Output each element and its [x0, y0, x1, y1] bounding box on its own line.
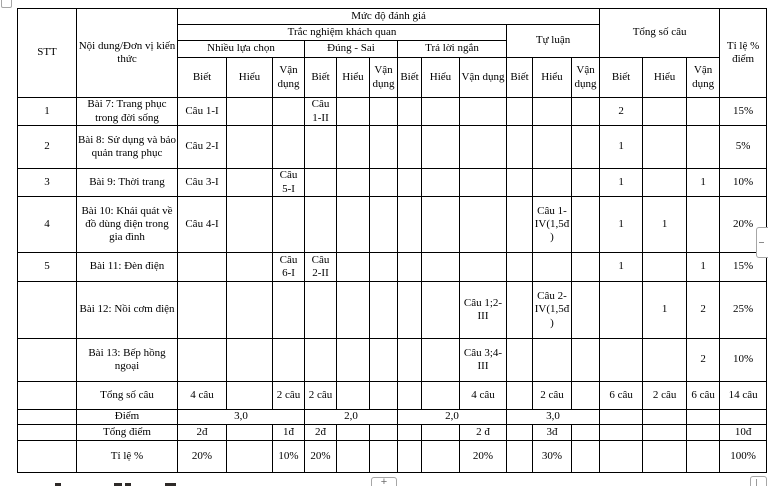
table-cell [643, 98, 687, 126]
table-cell [720, 410, 767, 425]
table-cell [18, 425, 77, 441]
table-cell [507, 441, 533, 473]
table-cell [507, 425, 533, 441]
table-cell [370, 98, 398, 126]
table-cell [398, 126, 422, 169]
table-cell [273, 282, 305, 339]
table-cell [227, 339, 273, 382]
table-cell [533, 339, 572, 382]
table-cell [305, 339, 337, 382]
content-header: Nội dung/Đơn vị kiến thức [77, 9, 178, 98]
table-cell [600, 339, 643, 382]
table-cell [337, 169, 370, 197]
table-cell: 2 [687, 282, 720, 339]
table-cell: 10% [720, 169, 767, 197]
plus-icon: + [380, 476, 388, 486]
table-row [18, 410, 767, 425]
table-cell: 20% [460, 441, 507, 473]
table-cell: Bài 7: Trang phục trong đời sống [77, 98, 178, 126]
table-row [18, 169, 767, 197]
level-header: Biết [178, 58, 227, 98]
table-cell: 1 [643, 197, 687, 253]
level-header: Biết [600, 58, 643, 98]
table-cell: Tổng số câu [77, 382, 178, 410]
table-cell [600, 410, 643, 425]
table-cell [398, 282, 422, 339]
table-cell [533, 98, 572, 126]
stt-header: STT [18, 9, 77, 98]
table-cell [422, 382, 460, 410]
table-cell: Bài 12: Nồi cơm điện [77, 282, 178, 339]
essay-header: Tự luận [507, 25, 600, 58]
table-cell: 3,0 [178, 410, 305, 425]
table-cell: 1 [643, 282, 687, 339]
table-cell [178, 282, 227, 339]
level-header: Biết [305, 58, 337, 98]
table-cell [507, 98, 533, 126]
table-cell [227, 441, 273, 473]
assessment-matrix-table [17, 8, 767, 473]
table-cell [337, 282, 370, 339]
level-header: Hiểu [337, 58, 370, 98]
table-cell: Câu 3-I [178, 169, 227, 197]
level-header: Hiểu [227, 58, 273, 98]
table-cell [227, 197, 273, 253]
table-cell [337, 98, 370, 126]
table-cell: 1đ [273, 425, 305, 441]
cropped-button-right[interactable] [756, 227, 768, 258]
table-cell: 20% [178, 441, 227, 473]
table-cell [305, 282, 337, 339]
table-cell: 30% [533, 441, 572, 473]
percent-score-header: Tỉ lệ % điểm [720, 9, 767, 98]
table-cell [18, 441, 77, 473]
objective-test-header: Trắc nghiệm khách quan [178, 25, 507, 41]
table-cell: 20% [720, 197, 767, 253]
table-cell [178, 339, 227, 382]
table-cell: Bài 9: Thời trang [77, 169, 178, 197]
table-cell [227, 253, 273, 282]
table-cell: 1 [600, 126, 643, 169]
table-cell: 25% [720, 282, 767, 339]
table-cell [337, 339, 370, 382]
table-cell [460, 98, 507, 126]
table-cell [507, 253, 533, 282]
table-cell: Tỉ lệ % [77, 441, 178, 473]
table-cell [572, 441, 600, 473]
table-cell [460, 197, 507, 253]
table-cell: 3,0 [507, 410, 600, 425]
table-cell [337, 441, 370, 473]
level-header: Biết [507, 58, 533, 98]
table-cell: 2,0 [305, 410, 398, 425]
table-cell [507, 382, 533, 410]
table-cell: 15% [720, 253, 767, 282]
table-cell [422, 253, 460, 282]
table-cell: 1 [687, 169, 720, 197]
table-cell: Bài 10: Khái quát về đồ dùng điện trong gia đình [77, 197, 178, 253]
table-cell [398, 169, 422, 197]
table-cell: 2 đ [460, 425, 507, 441]
table-cell [227, 382, 273, 410]
table-cell: Câu 1-I [178, 98, 227, 126]
table-cell: Điểm [77, 410, 178, 425]
table-cell [643, 169, 687, 197]
table-cell [422, 197, 460, 253]
table-cell: 3đ [533, 425, 572, 441]
table-cell: 2 [687, 339, 720, 382]
table-cell [507, 169, 533, 197]
table-cell [687, 126, 720, 169]
table-cell: Tổng điểm [77, 425, 178, 441]
table-cell: 2 câu [533, 382, 572, 410]
table-cell [370, 282, 398, 339]
level-header: Vận dụng [370, 58, 398, 98]
assessment-level-header: Mức độ đánh giá [178, 9, 600, 25]
table-cell [370, 382, 398, 410]
table-cell [398, 197, 422, 253]
table-cell: Câu 4-I [178, 197, 227, 253]
table-cell [227, 169, 273, 197]
table-cell [507, 197, 533, 253]
table-row [18, 98, 767, 126]
table-cell [305, 126, 337, 169]
table-cell: Câu 3;4-III [460, 339, 507, 382]
table-row [18, 197, 767, 253]
table-cell: 2,0 [398, 410, 507, 425]
table-cell: 10đ [720, 425, 767, 441]
table-cell: Bài 8: Sử dụng và bảo quản trang phục [77, 126, 178, 169]
table-cell [18, 339, 77, 382]
table-cell [643, 339, 687, 382]
table-cell: 20% [305, 441, 337, 473]
table-cell: 2đ [178, 425, 227, 441]
table-cell [305, 197, 337, 253]
level-header: Hiểu [643, 58, 687, 98]
table-row [18, 253, 767, 282]
table-cell: 2 câu [273, 382, 305, 410]
table-cell [460, 169, 507, 197]
table-cell [227, 126, 273, 169]
table-cell [370, 197, 398, 253]
table-cell: 6 câu [687, 382, 720, 410]
table-cell [572, 382, 600, 410]
table-cell [643, 410, 687, 425]
table-cell [337, 425, 370, 441]
table-cell: 5% [720, 126, 767, 169]
table-cell: Câu 5-I [273, 169, 305, 197]
table-cell [643, 425, 687, 441]
table-cell [370, 169, 398, 197]
table-cell [572, 253, 600, 282]
table-cell: 100% [720, 441, 767, 473]
table-cell [422, 425, 460, 441]
table-cell [398, 425, 422, 441]
table-cell: 10% [273, 441, 305, 473]
table-cell [533, 169, 572, 197]
table-cell [337, 126, 370, 169]
table-cell [572, 98, 600, 126]
table-cell [422, 441, 460, 473]
table-cell [460, 126, 507, 169]
table-cell [643, 441, 687, 473]
table-cell [422, 339, 460, 382]
table-cell: 1 [600, 253, 643, 282]
table-cell [572, 425, 600, 441]
table-cell [572, 126, 600, 169]
table-cell [398, 339, 422, 382]
table-cell: 1 [600, 169, 643, 197]
total-questions-header: Tổng số câu [600, 9, 720, 58]
table-cell [398, 253, 422, 282]
table-cell [687, 98, 720, 126]
table-cell [422, 98, 460, 126]
table-cell: Câu 6-I [273, 253, 305, 282]
table-cell [227, 282, 273, 339]
table-cell: 1 [600, 197, 643, 253]
table-cell [572, 169, 600, 197]
level-header: Biết [398, 58, 422, 98]
table-cell: 3 [18, 169, 77, 197]
table-cell: 2 câu [305, 382, 337, 410]
table-cell: 2đ [305, 425, 337, 441]
table-cell [370, 126, 398, 169]
table-cell: 4 câu [460, 382, 507, 410]
table-cell [227, 98, 273, 126]
level-header: Hiểu [422, 58, 460, 98]
level-header: Hiểu [533, 58, 572, 98]
table-cell [600, 282, 643, 339]
table-cell [273, 98, 305, 126]
header-row-1 [18, 9, 767, 25]
table-cell [643, 126, 687, 169]
table-cell [687, 410, 720, 425]
table-cell: Bài 13: Bếp hồng ngoại [77, 339, 178, 382]
level-header: Vận dụng [460, 58, 507, 98]
table-row [18, 441, 767, 473]
table-cell [687, 425, 720, 441]
table-row [18, 382, 767, 410]
table-cell [337, 382, 370, 410]
table-cell [422, 169, 460, 197]
table-cell [643, 253, 687, 282]
table-cell: Câu 1;2-III [460, 282, 507, 339]
table-cell [398, 382, 422, 410]
level-header: Vận dụng [572, 58, 600, 98]
table-cell [422, 282, 460, 339]
table-cell [600, 425, 643, 441]
level-header: Vận dụng [687, 58, 720, 98]
table-cell [273, 197, 305, 253]
table-cell: Câu 1-II [305, 98, 337, 126]
table-cell [572, 339, 600, 382]
table-cell [227, 425, 273, 441]
table-cell [370, 339, 398, 382]
table-row [18, 339, 767, 382]
table-row [18, 425, 767, 441]
table-cell [337, 197, 370, 253]
level-header: Vận dụng [273, 58, 305, 98]
short-answer-header: Trả lời ngắn [398, 41, 507, 58]
table-cell: 4 câu [178, 382, 227, 410]
cropped-button-bottom[interactable] [371, 477, 397, 486]
table-cell [572, 282, 600, 339]
table-cell [18, 282, 77, 339]
table-cell: Câu 2-II [305, 253, 337, 282]
table-row [18, 126, 767, 169]
table-row [18, 282, 767, 339]
table-cell [305, 169, 337, 197]
table-cell [460, 253, 507, 282]
table-cell: Bài 11: Đèn điện [77, 253, 178, 282]
table-cell [687, 197, 720, 253]
table-cell: 2 câu [643, 382, 687, 410]
table-cell: 5 [18, 253, 77, 282]
table-cell [18, 410, 77, 425]
table-cell [507, 339, 533, 382]
table-cell [337, 253, 370, 282]
table-cell: 15% [720, 98, 767, 126]
table-cell [398, 98, 422, 126]
table-cell: 4 [18, 197, 77, 253]
table-cell [507, 126, 533, 169]
table-cell [370, 253, 398, 282]
table-cell [178, 253, 227, 282]
table-cell [533, 253, 572, 282]
table-cell: 6 câu [600, 382, 643, 410]
table-cell: Câu 2-I [178, 126, 227, 169]
table-cell [422, 126, 460, 169]
table-cell [398, 441, 422, 473]
table-cell: 1 [687, 253, 720, 282]
table-cell: 14 câu [720, 382, 767, 410]
table-cell: 2 [18, 126, 77, 169]
cropped-button-bottom-right[interactable] [750, 476, 767, 486]
table-cell [273, 126, 305, 169]
table-cell: Câu 2-IV(1,5đ) [533, 282, 572, 339]
table-cell: 2 [600, 98, 643, 126]
table-cell [370, 425, 398, 441]
table-cell: 10% [720, 339, 767, 382]
table-cell [687, 441, 720, 473]
true-false-header: Đúng - Sai [305, 41, 398, 58]
table-cell [600, 441, 643, 473]
table-cell [370, 441, 398, 473]
cropped-button-top-left[interactable] [1, 0, 12, 8]
table-cell: 1 [18, 98, 77, 126]
vertical-line-icon [756, 479, 757, 486]
table-cell [572, 197, 600, 253]
dash-icon [759, 242, 764, 243]
table-cell [533, 126, 572, 169]
multiple-choice-header: Nhiều lựa chọn [178, 41, 305, 58]
table-cell [18, 382, 77, 410]
table-cell: Câu 1-IV(1,5đ) [533, 197, 572, 253]
table-cell [507, 282, 533, 339]
table-cell [273, 339, 305, 382]
